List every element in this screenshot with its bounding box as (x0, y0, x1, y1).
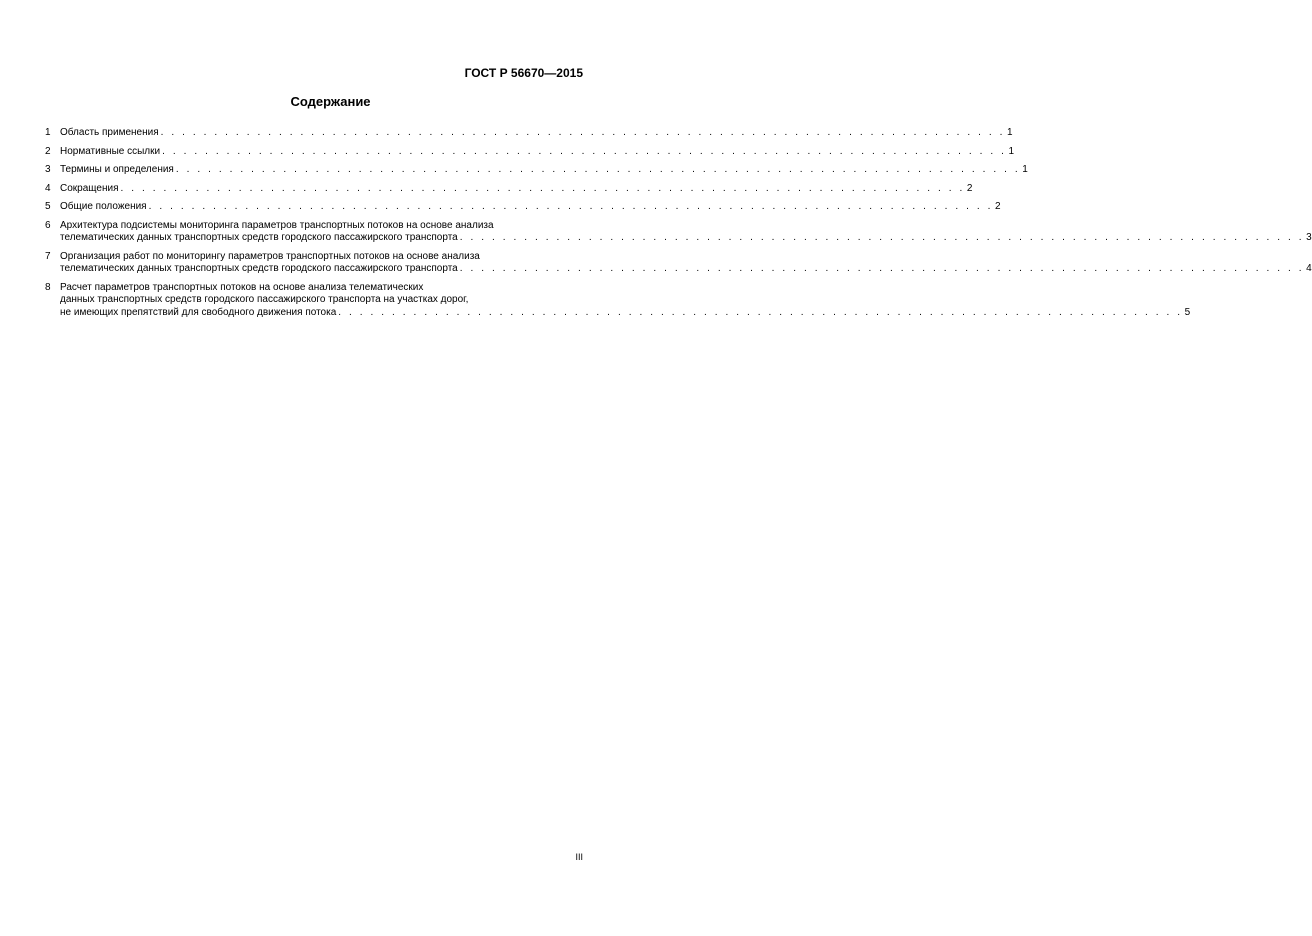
toc-entry-page: 2 (995, 201, 1001, 212)
toc-entry-number: 4 (45, 182, 51, 194)
toc-entry-title-line: не имеющих препятствий для свободного движения потока (60, 306, 337, 318)
toc-entry-title: Сокращения (60, 182, 119, 194)
toc-entry[interactable] (45, 281, 1191, 320)
toc-entry-page: 1 (1022, 164, 1028, 175)
toc-entry-title: Нормативные ссылки (60, 145, 161, 157)
toc-entry-number: 5 (45, 201, 51, 212)
dot-leader (149, 201, 993, 214)
toc-entry-number: 1 (45, 127, 51, 138)
page-number: III (575, 852, 583, 862)
toc-entry-title-line: телематических данных транспортных средств городского пассажирского транспорта (60, 232, 458, 243)
toc-entry[interactable] (45, 145, 1015, 159)
toc-entry-number: 8 (45, 281, 51, 293)
toc-entry-number: 6 (45, 219, 51, 231)
toc-entry-title-line: данных транспортных средств городского пассажирского транспорта на участках дорог, (60, 294, 469, 305)
dot-leader (460, 263, 1304, 276)
dot-leader (161, 127, 1005, 140)
toc-entry-page: 5 (1184, 306, 1191, 318)
toc-entry-number: 3 (45, 164, 51, 175)
page-title: Содержание (290, 94, 371, 109)
toc-entry[interactable] (45, 127, 1013, 140)
toc-entry-title: Область применения (60, 127, 159, 138)
toc-entry-page: 3 (1306, 232, 1312, 243)
toc-entry[interactable] (45, 182, 973, 196)
toc-entry-title: Общие положения (60, 201, 147, 212)
toc-entry-page: 2 (966, 182, 973, 194)
toc-entry[interactable] (45, 164, 1028, 177)
dot-leader (460, 232, 1304, 245)
toc-entry[interactable] (45, 219, 1312, 245)
toc-entry-title-line: Организация работ по мониторингу параметров транспортных потоков на основе анализа (60, 250, 480, 262)
dot-leader (338, 307, 1182, 320)
toc-entry-page: 1 (1008, 145, 1015, 157)
dot-leader (120, 183, 964, 196)
toc-entry-number: 2 (45, 145, 51, 157)
toc-entry[interactable] (45, 250, 1312, 276)
table-of-contents (45, 127, 1312, 325)
toc-entry-page: 1 (1007, 127, 1013, 138)
toc-entry-title: Термины и определения (60, 164, 174, 175)
document-code: ГОСТ Р 56670—2015 (464, 66, 583, 80)
toc-entry-title-line: Архитектура подсистемы мониторинга параметров транспортных потоков на основе анализа (60, 219, 494, 231)
toc-entry-title-line: Расчет параметров транспортных потоков на основе анализа телематических (60, 281, 424, 293)
dot-leader (162, 146, 1006, 159)
dot-leader (176, 164, 1020, 177)
toc-entry-number: 7 (45, 250, 51, 262)
toc-entry-title-line: телематических данных транспортных средств городского пассажирского транспорта (60, 263, 458, 274)
toc-entry[interactable] (45, 201, 1001, 214)
toc-entry-page: 4 (1306, 263, 1312, 274)
